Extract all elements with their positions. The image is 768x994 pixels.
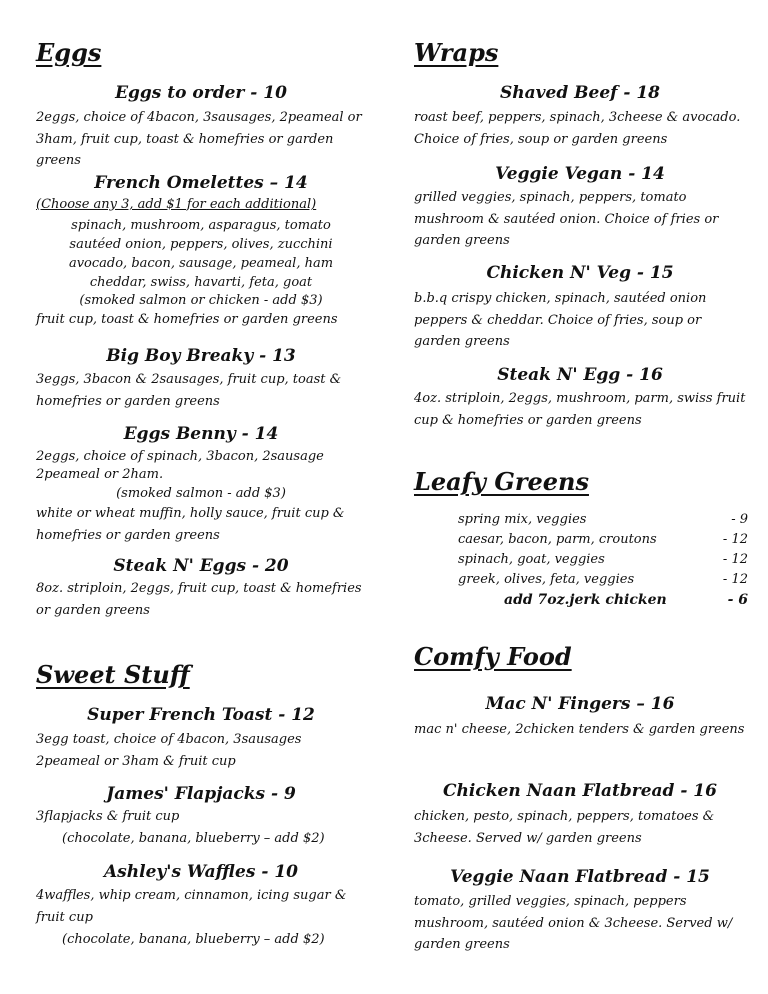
omelettes-title: French Omelettes – 14	[94, 173, 308, 193]
eggs-benny-line: 2eggs, choice of spinach, 3bacon, 2sausage	[36, 449, 324, 464]
eggs-benny-line: 2peameal or 2ham.	[36, 467, 164, 482]
omelettes-option-line: avocado, bacon, sausage, peameal, ham	[68, 256, 334, 271]
greens-item-name: spinach, goat, veggies	[458, 552, 605, 567]
omelettes-option-line: spinach, mushroom, asparagus, tomato	[71, 218, 331, 233]
eggs-benny-title: Eggs Benny - 14	[123, 424, 279, 444]
chicken-veg-title: Chicken N' Veg - 15	[486, 263, 674, 283]
greens-item-name: greek, olives, feta, veggies	[458, 572, 635, 587]
greens-item-price: - 9	[731, 512, 748, 527]
greens-add-name: add 7oz.jerk chicken	[504, 592, 667, 608]
comfy-section-title: Comfy Food	[414, 642, 572, 671]
eggs-to-order-desc: 2eggs, choice of 4bacon, 3sausages, 2peameal or 3ham, fruit cup, toast & homefries or garden greens	[36, 110, 362, 168]
flapjacks-addon: (chocolate, banana, blueberry – add $2)	[62, 831, 325, 846]
steak-eggs-desc: 8oz. striploin, 2eggs, fruit cup, toast & homefries or garden greens	[36, 581, 362, 618]
veggie-vegan-title: Veggie Vegan - 14	[495, 164, 665, 184]
mac-fingers-title: Mac N' Fingers – 16	[485, 694, 675, 714]
steak-egg-title: Steak N' Egg - 16	[497, 365, 663, 385]
eggs-benny-desc: white or wheat muffin, holly sauce, fruit cup & homefries or garden greens	[36, 506, 345, 543]
greens-add-on	[504, 592, 748, 608]
waffles-addon: (chocolate, banana, blueberry – add $2)	[62, 932, 325, 947]
greens-item-name: spring mix, veggies	[458, 512, 587, 527]
steak-eggs-title: Steak N' Eggs - 20	[113, 556, 289, 576]
greens-row	[458, 532, 748, 547]
veggie-naan-desc: tomato, grilled veggies, spinach, peppers mushroom, sautéed onion & 3cheese. Served w/ garden greens	[414, 894, 733, 952]
chicken-veg-desc: b.b.q crispy chicken, spinach, sautéed onion peppers & cheddar. Choice of fries, soup or garden greens	[414, 291, 707, 349]
big-boy-title: Big Boy Breaky - 13	[106, 346, 296, 366]
big-boy-desc: 3eggs, 3bacon & 2sausages, fruit cup, toast & homefries or garden greens	[36, 372, 342, 409]
mac-fingers-desc: mac n' cheese, 2chicken tenders & garden greens	[414, 722, 745, 737]
shaved-beef-title: Shaved Beef - 18	[499, 83, 660, 103]
greens-row	[458, 552, 748, 567]
eggs-section-title: Eggs	[36, 38, 102, 67]
eggs-to-order-title: Eggs to order - 10	[115, 83, 287, 103]
steak-egg-desc: 4oz. striploin, 2eggs, mushroom, parm, swiss fruit cup & homefries or garden greens	[414, 391, 746, 428]
flapjacks-line: 3flapjacks & fruit cup	[36, 809, 180, 824]
greens-row	[458, 572, 748, 587]
greens-section-title: Leafy Greens	[414, 467, 589, 496]
waffles-desc: 4waffles, whip cream, cinnamon, icing sugar & fruit cup	[36, 888, 347, 925]
greens-item-name: caesar, bacon, parm, croutons	[458, 532, 657, 547]
veggie-naan-title: Veggie Naan Flatbread - 15	[450, 867, 710, 887]
omelettes-option-line: sautéed onion, peppers, olives, zucchini	[69, 237, 333, 252]
wraps-section-title: Wraps	[414, 38, 499, 67]
eggs-benny-addon: (smoked salmon - add $3)	[116, 486, 286, 501]
omelettes-addon: (smoked salmon or chicken - add $3)	[79, 293, 323, 308]
omelettes-footer: fruit cup, toast & homefries or garden greens	[36, 312, 338, 327]
french-toast-title: Super French Toast - 12	[87, 705, 315, 725]
omelettes-option-line: cheddar, swiss, havarti, feta, goat	[89, 275, 313, 290]
waffles-title: Ashley's Waffles - 10	[103, 862, 298, 882]
shaved-beef-desc: roast beef, peppers, spinach, 3cheese & avocado. Choice of fries, soup or garden greens	[414, 110, 741, 147]
veggie-vegan-desc: grilled veggies, spinach, peppers, tomato mushroom & sautéed onion. Choice of fries or garden greens	[414, 190, 719, 248]
chicken-naan-title: Chicken Naan Flatbread - 16	[443, 781, 717, 801]
greens-row	[458, 512, 748, 527]
flapjacks-title: James' Flapjacks - 9	[106, 784, 296, 804]
omelettes-choose: (Choose any 3, add $1 for each additional)	[36, 197, 317, 212]
greens-add-price: - 6	[727, 592, 748, 608]
greens-item-price: - 12	[722, 572, 748, 587]
greens-item-price: - 12	[722, 552, 748, 567]
greens-item-price: - 12	[722, 532, 748, 547]
sweet-section-title: Sweet Stuff	[36, 660, 190, 689]
chicken-naan-desc: chicken, pesto, spinach, peppers, tomatoes & 3cheese. Served w/ garden greens	[414, 809, 715, 846]
french-toast-desc: 3egg toast, choice of 4bacon, 3sausages 2peameal or 3ham & fruit cup	[36, 732, 302, 769]
